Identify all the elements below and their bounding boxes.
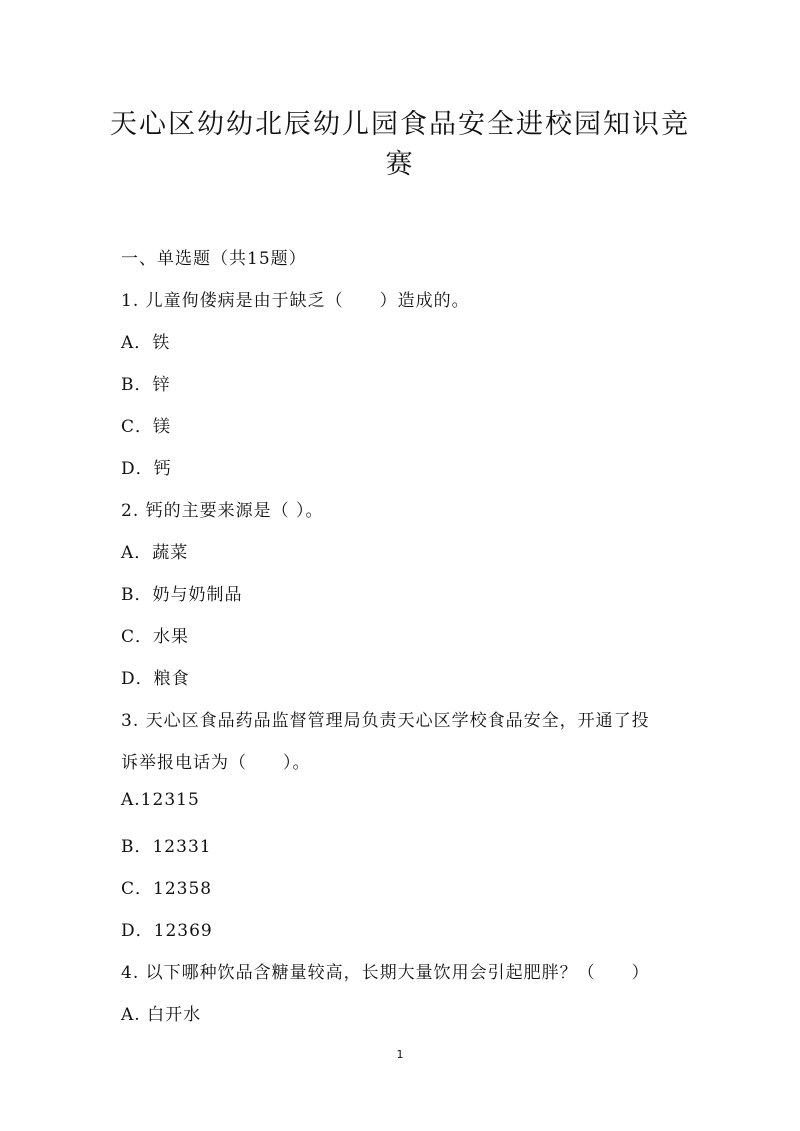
question-1-option-c: C．镁: [121, 417, 172, 437]
question-2-stem: 2. 钙的主要来源是（ ）。: [121, 501, 324, 521]
question-3-option-a: A.12315: [121, 790, 200, 810]
question-4-option-a: A. 白开水: [121, 1005, 202, 1025]
question-1-option-b: B．锌: [121, 375, 171, 395]
question-3-stem-line-1: 3. 天心区食品药品监督管理局负责天心区学校食品安全，开通了投: [121, 711, 650, 731]
question-2-option-a: A．蔬菜: [121, 543, 189, 563]
question-2-option-b: B．奶与奶制品: [121, 585, 243, 605]
document-title-line-1: 天心区幼幼北辰幼儿园食品安全进校园知识竞: [110, 109, 690, 140]
question-3-stem-line-2: 诉举报电话为（ ）。: [121, 753, 311, 773]
question-3-option-c: C．12358: [121, 879, 213, 899]
question-1-option-d: D．钙: [121, 459, 172, 479]
question-3-option-d: D．12369: [121, 921, 213, 941]
question-2-option-c: C．水果: [121, 627, 190, 647]
page-number: 1: [396, 1048, 404, 1061]
document-title-line-2: 赛: [385, 149, 415, 180]
section-heading: 一、单选题（共15题）: [121, 249, 307, 269]
question-1-stem: 1. 儿童佝偻病是由于缺乏（ ）造成的。: [121, 291, 470, 311]
question-3-option-b: B．12331: [121, 837, 212, 857]
question-2-option-d: D．粮食: [121, 669, 190, 689]
question-1-option-a: A．铁: [121, 333, 171, 353]
question-4-stem: 4. 以下哪种饮品含糖量较高，长期大量饮用会引起肥胖？（ ）: [121, 963, 650, 983]
